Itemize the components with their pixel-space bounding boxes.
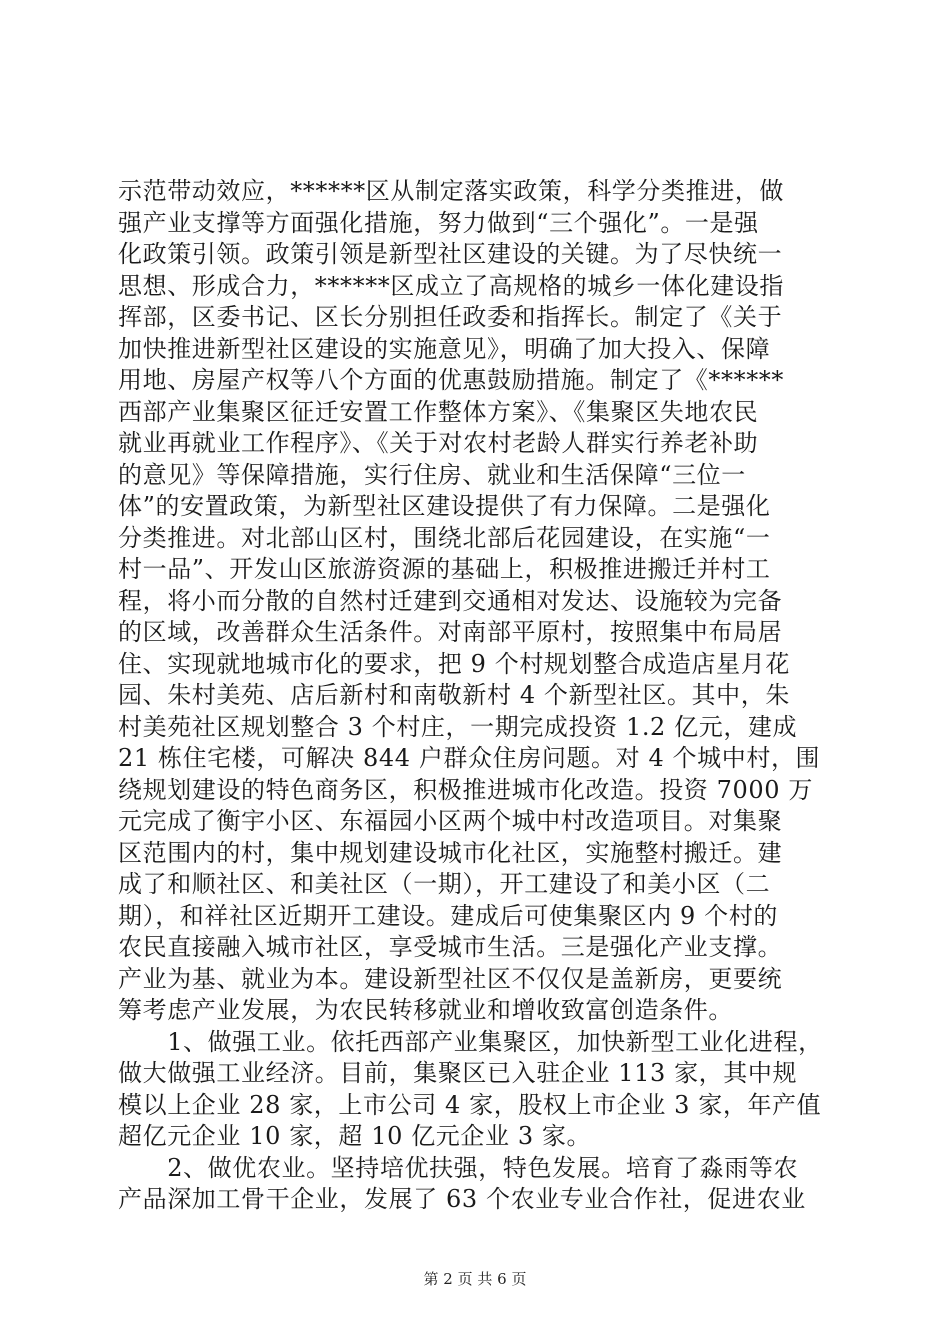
text-line: 模以上企业 28 家，上市公司 4 家，股权上市企业 3 家，年产值 <box>118 1090 822 1119</box>
text-line: 加快推进新型社区建设的实施意见》，明确了加大投入、保障 <box>118 334 771 363</box>
page-number-footer: 第 2 页 共 6 页 <box>423 1270 527 1288</box>
text-line: 化政策引领。政策引领是新型社区建设的关键。为了尽快统一 <box>118 240 783 268</box>
text-line: 程，将小而分散的自然村迁建到交通相对发达、设施较为完备 <box>118 586 783 615</box>
text-line: 用地、房屋产权等八个方面的优惠鼓励措施。制定了《****** <box>118 366 784 394</box>
text-line: 产业为基、就业为本。建设新型社区不仅仅是盖新房，更要统 <box>118 964 783 993</box>
text-line: 期），和祥社区近期开工建设。建成后可使集聚区内 9 个村的 <box>118 901 778 930</box>
text-line: 挥部，区委书记、区长分别担任政委和指挥长。制定了《关于 <box>118 303 783 331</box>
text-line: 思想、形成合力，******区成立了高规格的城乡一体化建设指 <box>118 271 784 300</box>
text-line: 体”的安置政策，为新型社区建设提供了有力保障。二是强化 <box>118 492 771 520</box>
text-line: 村美苑社区规划整合 3 个村庄，一期完成投资 1.2 亿元，建成 <box>118 712 798 741</box>
text-line: 做大做强工业经济。目前，集聚区已入驻企业 113 家，其中规 <box>118 1059 798 1087</box>
text-line: 园、朱村美苑、店后新村和南敬新村 4 个新型社区。其中，朱 <box>118 681 790 709</box>
text-line: 西部产业集聚区征迁安置工作整体方案》、《集聚区失地农民 <box>118 397 759 426</box>
text-line: 21 栋住宅楼，可解决 844 户群众住房问题。对 4 个城中村，围 <box>118 744 821 772</box>
text-line: 1、做强工业。依托西部产业集聚区，加快新型工业化进程， <box>118 1027 823 1056</box>
text-line: 绕规划建设的特色商务区，积极推进城市化改造。投资 7000 万 <box>118 775 813 804</box>
text-line: 成了和顺社区、和美社区（一期），开工建设了和美小区（二 <box>118 870 771 898</box>
text-line: 农民直接融入城市社区，享受城市生活。三是强化产业支撑。 <box>118 933 783 961</box>
text-line: 超亿元企业 10 家，超 10 亿元企业 3 家。 <box>118 1122 592 1150</box>
text-line: 筹考虑产业发展，为农民转移就业和增收致富创造条件。 <box>118 996 733 1024</box>
text-line: 村一品”、开发山区旅游资源的基础上，积极推进搬迁并村工 <box>118 555 771 583</box>
text-line: 区范围内的村，集中规划建设城市化社区，实施整村搬迁。建 <box>118 838 783 867</box>
text-line: 元完成了衡宇小区、东福园小区两个城中村改造项目。对集聚 <box>118 807 783 835</box>
text-line: 的区域，改善群众生活条件。对南部平原村，按照集中布局居 <box>118 618 783 646</box>
text-line: 分类推进。对北部山区村，围绕北部后花园建设，在实施“一 <box>118 523 771 552</box>
text-line: 强产业支撑等方面强化措施，努力做到“三个强化”。一是强 <box>118 208 759 237</box>
text-line: 就业再就业工作程序》、《关于对农村老龄人群实行养老补助 <box>118 429 759 457</box>
text-line: 示范带动效应，******区从制定落实政策，科学分类推进，做 <box>118 177 784 205</box>
text-line: 的意见》等保障措施，实行住房、就业和生活保障“三位一 <box>118 460 746 489</box>
text-line: 产品深加工骨干企业，发展了 63 个农业专业合作社，促进农业 <box>118 1185 806 1213</box>
text-line: 2、做优农业。坚持培优扶强，特色发展。培育了淼雨等农 <box>118 1153 799 1182</box>
body-text <box>118 176 838 1216</box>
text-line: 住、实现就地城市化的要求，把 9 个村规划整合成造店星月花 <box>118 649 790 678</box>
